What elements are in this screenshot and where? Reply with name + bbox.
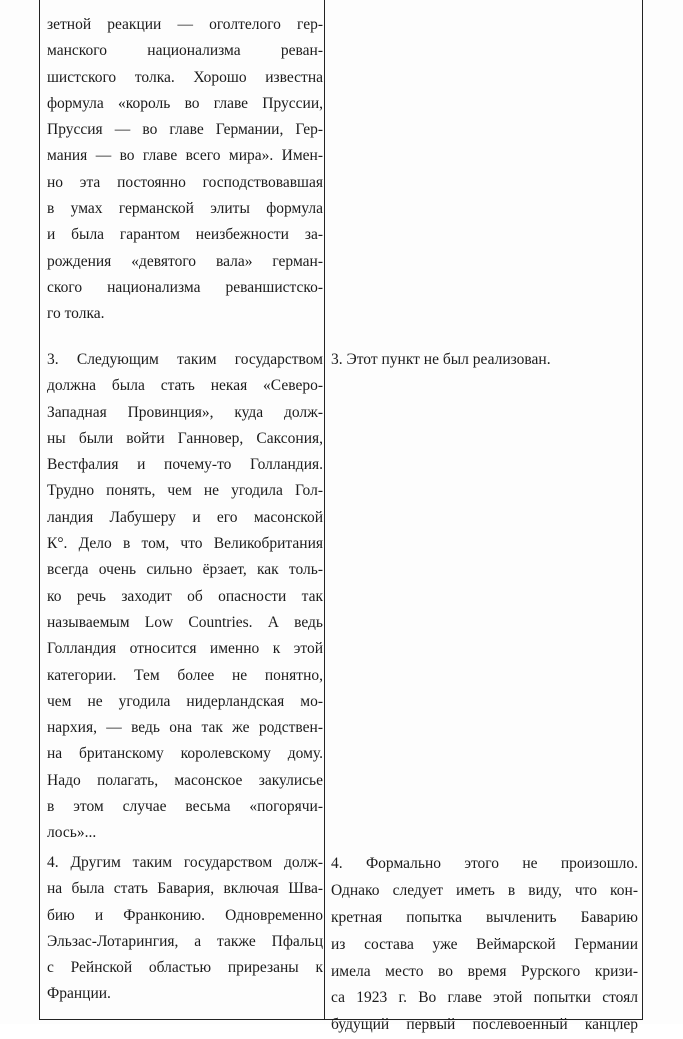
text-line: Франции. xyxy=(47,985,111,1003)
text-line: 4. Формально этого не произошло. xyxy=(331,855,638,872)
text-line: ны были войти Ганновер, Саксония, xyxy=(47,429,323,447)
text-line: кретная попытка вычленить Баварию xyxy=(331,908,638,926)
text-line: ландия Лабушеру и его масонской xyxy=(47,508,323,526)
text-line: 3. Этот пункт не был реализован. xyxy=(331,351,551,368)
left-point-4 xyxy=(47,850,323,1008)
text-line: Пруссия — во главе Германии, Гер- xyxy=(47,121,323,139)
text-line: категории. Тем более не понятно, xyxy=(47,666,323,684)
text-line: 4. Другим таким государством долж- xyxy=(47,854,323,871)
text-line: из состава уже Веймарской Германии xyxy=(331,935,638,953)
text-line: нархия, — ведь она так же родствен- xyxy=(47,719,323,737)
text-line: ского национализма реваншистско- xyxy=(47,278,323,296)
text-line: чем не угодила нидерландская мо- xyxy=(47,692,323,710)
text-line: манского национализма реван- xyxy=(47,42,323,60)
text-line: Надо полагать, масонское закулисье xyxy=(47,771,323,789)
text-line: Голландия относится именно к этой xyxy=(47,640,323,658)
text-line: 3. Следующим таким государством xyxy=(47,351,323,368)
text-line: Западная Провинция», куда долж- xyxy=(47,403,323,421)
text-line: имела место во время Рурского кризи- xyxy=(331,962,638,980)
text-line: Однако следует иметь в виду, что кон- xyxy=(331,881,638,899)
column-divider xyxy=(324,0,325,1020)
text-line: Вестфалия и почему-то Голландия. xyxy=(47,456,323,474)
right-point-4 xyxy=(331,851,638,1039)
text-line: ко речь заходит об опасности так xyxy=(47,587,323,605)
text-line: называемым Low Countries. А ведь xyxy=(47,613,323,631)
text-line: го толка. xyxy=(47,305,105,323)
text-line: должна была стать некая «Северо- xyxy=(47,377,323,395)
text-line: К°. Дело в том, что Великобритания xyxy=(47,535,323,553)
text-line: с Рейнской областью прирезаны к xyxy=(47,959,323,977)
text-line: и была гарантом неизбежности за- xyxy=(47,226,323,244)
left-paragraph-continuation xyxy=(47,12,323,328)
text-line: на британскому королевскому дому. xyxy=(47,745,323,763)
right-point-3 xyxy=(331,347,638,373)
text-line: лось»... xyxy=(47,824,97,842)
text-line: бию и Франконию. Одновременно xyxy=(47,906,323,924)
text-line: в этом случае весьма «погорячи- xyxy=(47,798,323,816)
text-line: формула «король во главе Пруссии, xyxy=(47,94,323,112)
text-line: на была стать Бавария, включая Шва- xyxy=(47,880,323,898)
text-line: в умах германской элиты формула xyxy=(47,200,323,218)
text-line: са 1923 г. Во главе этой попытки стоял xyxy=(331,989,638,1007)
text-line: шистского толка. Хорошо известна xyxy=(47,68,323,86)
text-line: мания — во главе всего мира». Имен- xyxy=(47,147,323,165)
text-line: Эльзас-Лотарингия, а также Пфальц xyxy=(47,932,323,950)
text-line: зетной реакции — оголтелого гер- xyxy=(47,16,323,33)
left-point-3 xyxy=(47,347,323,847)
text-line: всегда очень сильно ёрзает, как толь- xyxy=(47,561,323,579)
text-line: рождения «девятого вала» герман- xyxy=(47,252,323,270)
text-line: будущий первый послевоенный канцлер xyxy=(331,1016,638,1034)
text-line: Трудно понять, чем не угодила Гол- xyxy=(47,482,323,500)
text-line: но эта постоянно господствовавшая xyxy=(47,173,323,191)
